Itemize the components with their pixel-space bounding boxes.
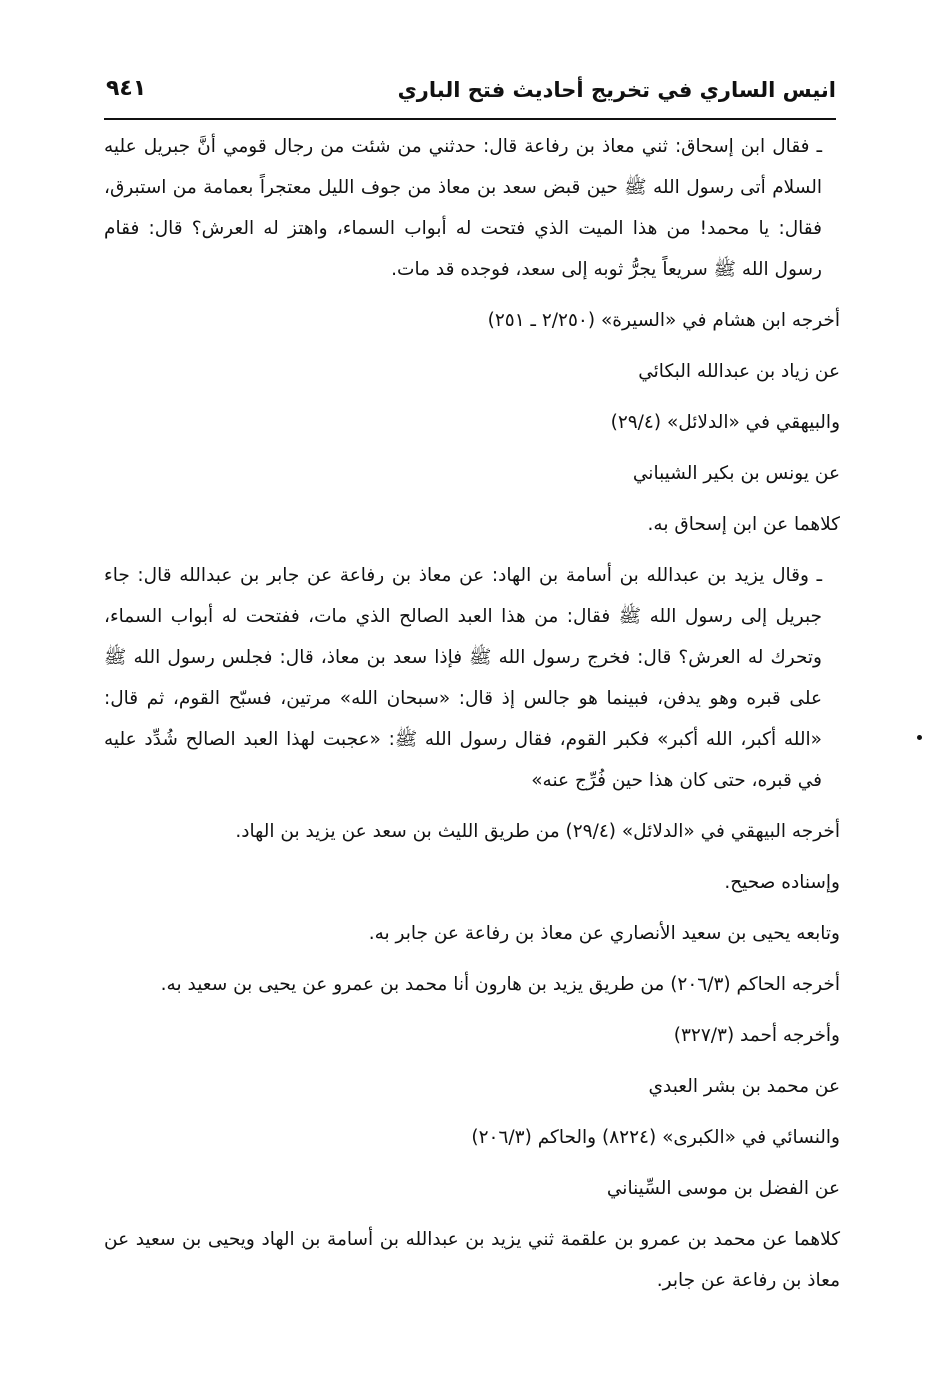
takhrij-line: والبيهقي في «الدلائل» (٢٩/٤) bbox=[610, 412, 840, 433]
header-rule bbox=[104, 118, 836, 120]
takhrij-line: وإسناده صحيح. bbox=[724, 872, 840, 893]
takhrij-line: عن محمد بن بشر العبدي bbox=[648, 1076, 840, 1097]
takhrij-line: أخرجه ابن هشام في «السيرة» (٢/٢٥٠ ـ ٢٥١) bbox=[487, 310, 840, 331]
takhrij-line: أخرجه الحاكم (٢٠٦/٣) من طريق يزيد بن هارون أنا محمد بن عمرو عن يحيى بن سعيد به. bbox=[160, 974, 840, 995]
running-header bbox=[104, 74, 836, 118]
narration-paragraph: ـ وقال يزيد بن عبدالله بن أسامة بن الهاد: عن معاذ بن رفاعة عن جابر بن عبدالله قال: جاء جبريل إلى رسول الله ﷺ فقال: من هذا العبد الصالح الذي مات، ففتحت له أبواب السماء، وتحرك له العرش؟ قال: فخرج رسول الله ﷺ فإذا سعد بن معاذ، قال: فجلس رسول الله ﷺ على قبره وهو يدفن، فبينما هو جالس إذ قال: «سبحان الله» مرتين، فسبّح القوم، ثم قال: «الله أكبر، الله أكبر» فكبر القوم، فقال رسول الله ﷺ: «عجبت لهذا العبد الصالح شُدِّد عليه في قبره، حتى كان هذا حين فُرِّج عنه» bbox=[104, 565, 822, 791]
takhrij-line: كلاهما عن محمد بن عمرو بن علقمة ثني يزيد بن عبدالله بن أسامة بن الهاد ويحيى بن سعيد عن معاذ بن رفاعة عن جابر. bbox=[104, 1229, 840, 1291]
margin-dot bbox=[917, 735, 922, 740]
takhrij-line: والنسائي في «الكبرى» (٨٢٢٤) والحاكم (٢٠٦/٣) bbox=[471, 1127, 840, 1148]
takhrij-line: وتابعه يحيى بن سعيد الأنصاري عن معاذ بن رفاعة عن جابر به. bbox=[368, 923, 840, 944]
takhrij-line: عن زياد بن عبدالله البكائي bbox=[638, 361, 840, 382]
takhrij-line: كلاهما عن ابن إسحاق به. bbox=[647, 514, 840, 535]
takhrij-line: وأخرجه أحمد (٣٢٧/٣) bbox=[673, 1025, 840, 1046]
page-body bbox=[104, 126, 840, 1301]
book-title: انيس الساري في تخريج أحاديث فتح الباري bbox=[397, 78, 836, 102]
narration-paragraph: ـ فقال ابن إسحاق: ثني معاذ بن رفاعة قال: حدثني من شئت من رجال قومي أنَّ جبريل عليه السلام أتى رسول الله ﷺ حين قبض سعد بن معاذ من جوف الليل معتجراً بعمامة من استبرق، فقال: يا محمد! من هذا الميت الذي فتحت له أبواب السماء، واهتز له العرش؟ قال: فقام رسول الله ﷺ سريعاً يجرُّ ثوبه إلى سعد، فوجده قد مات. bbox=[104, 136, 822, 280]
takhrij-line: عن الفضل بن موسى السِّيناني bbox=[606, 1178, 840, 1199]
page-number: ٩٤١ bbox=[106, 76, 147, 101]
takhrij-line: عن يونس بن بكير الشيباني bbox=[632, 463, 840, 484]
takhrij-line: أخرجه البيهقي في «الدلائل» (٢٩/٤) من طريق الليث بن سعد عن يزيد بن الهاد. bbox=[235, 821, 840, 842]
